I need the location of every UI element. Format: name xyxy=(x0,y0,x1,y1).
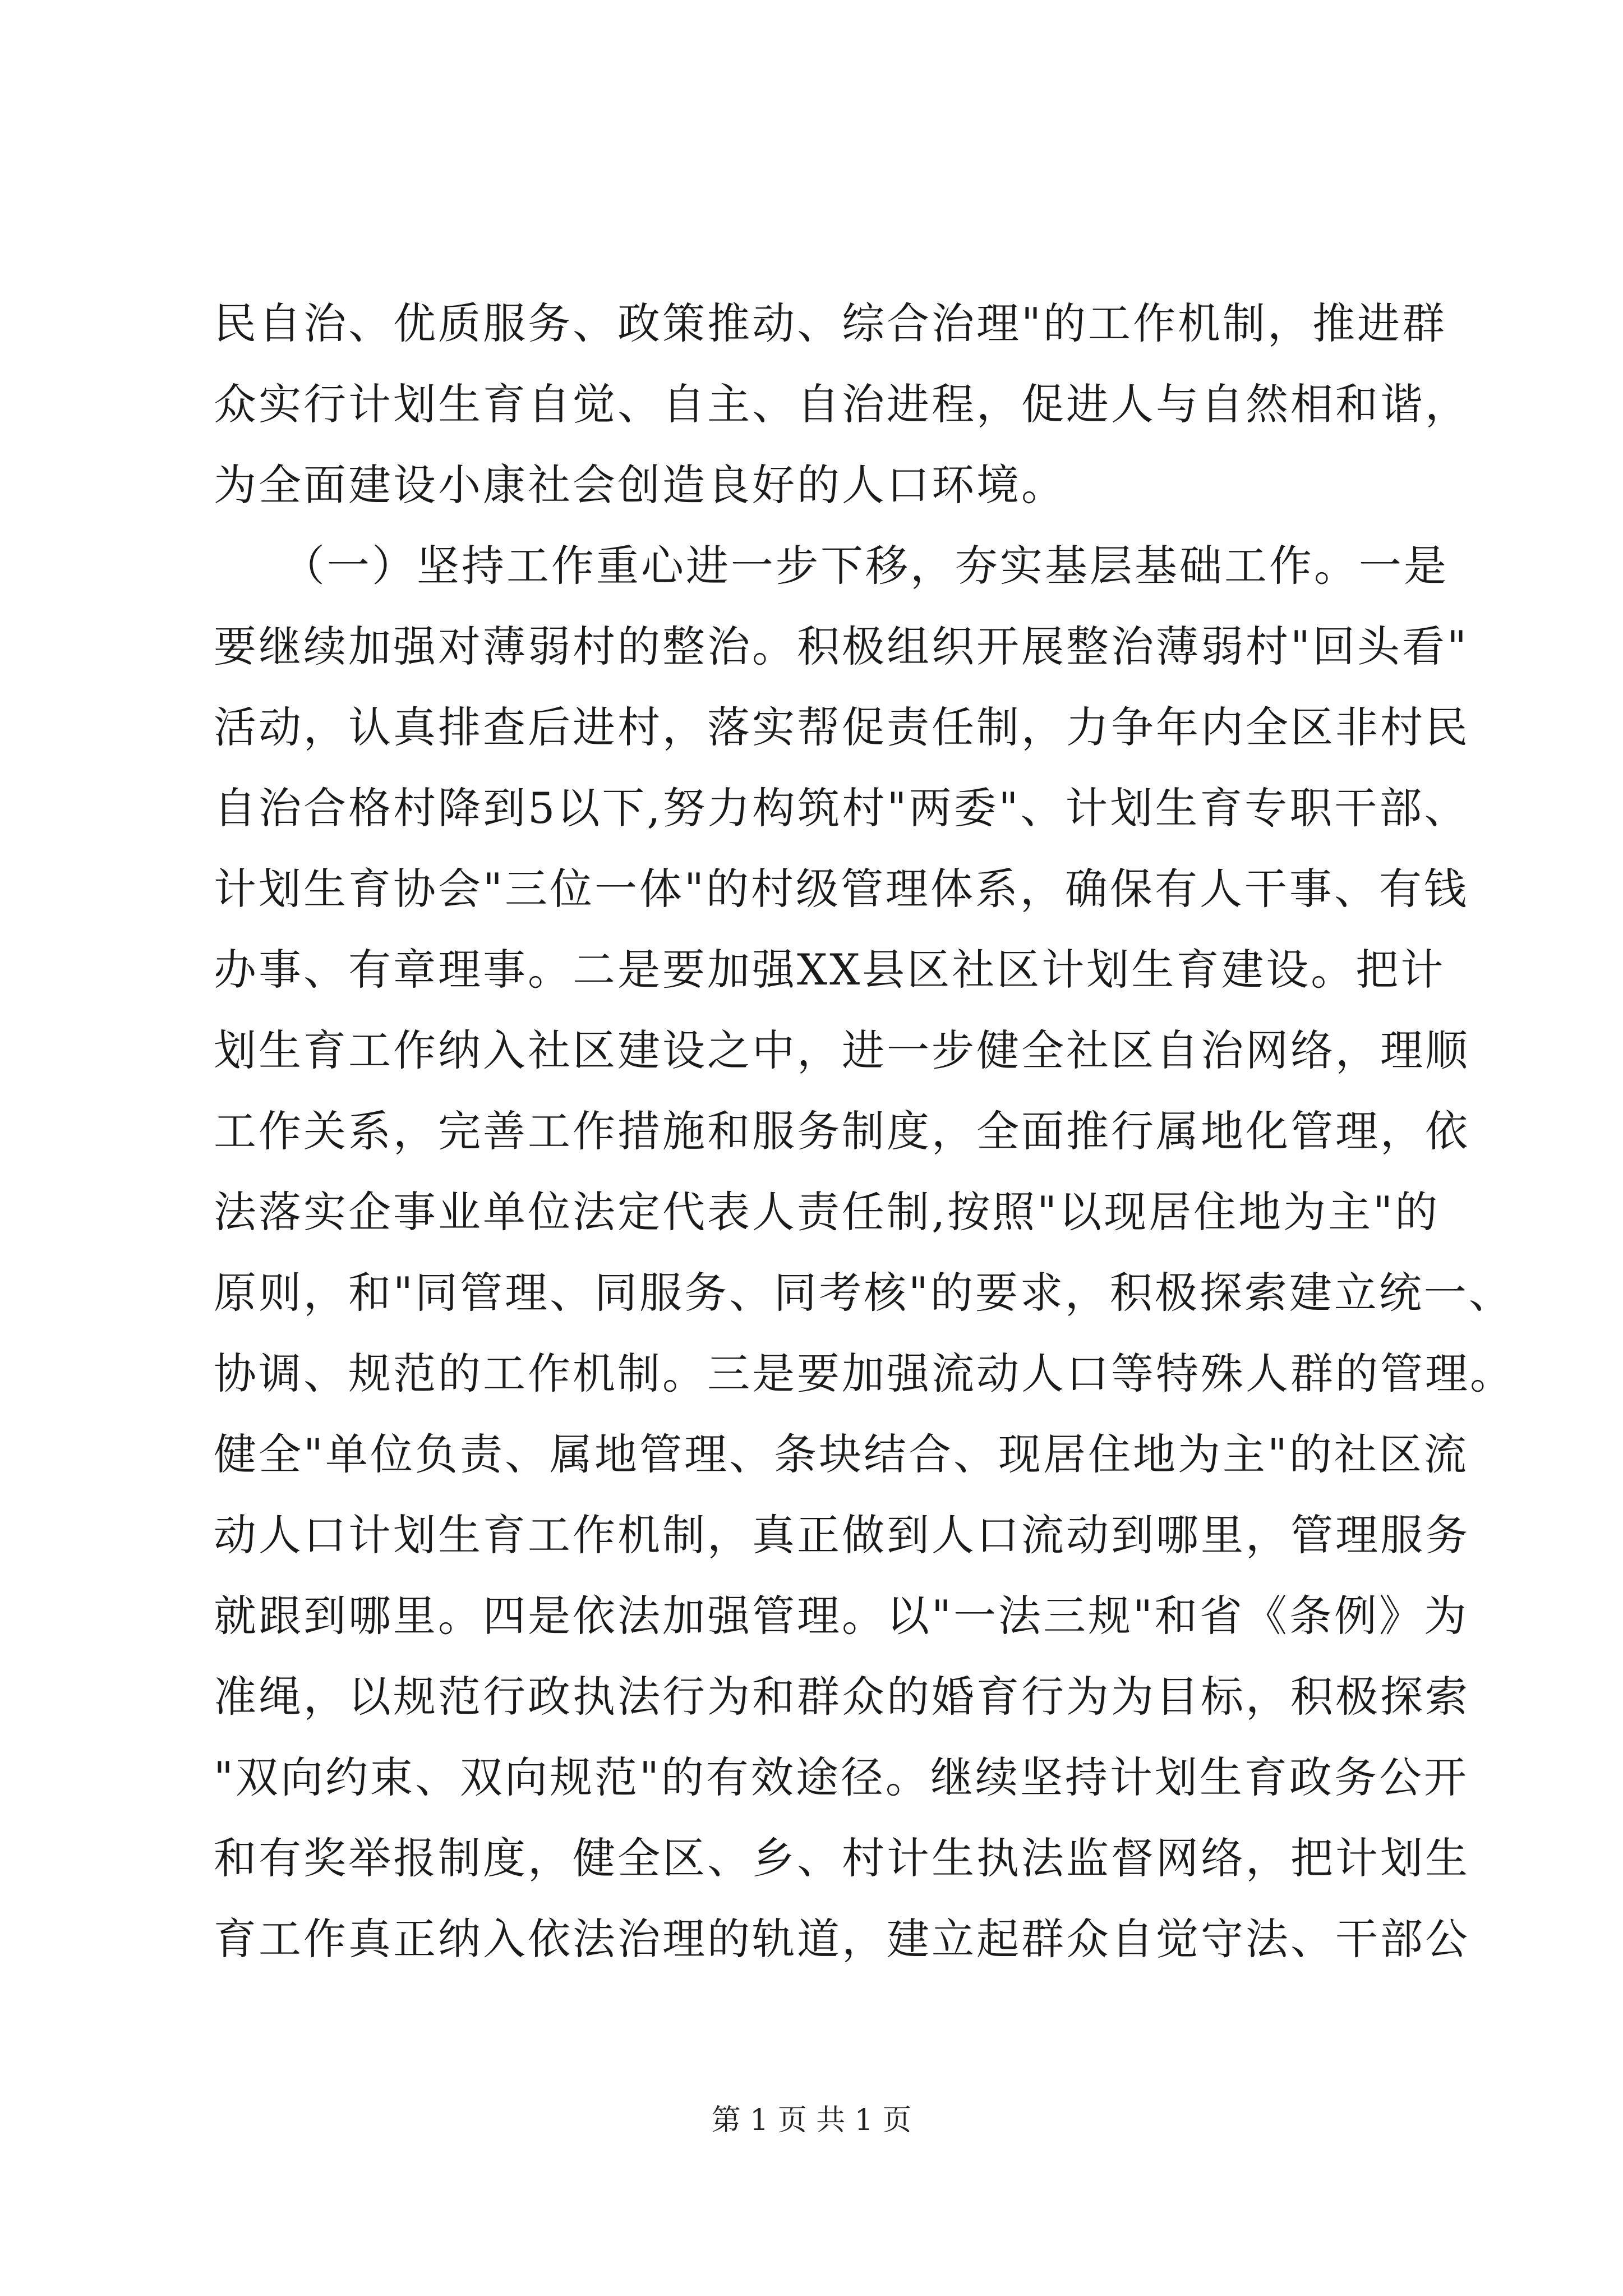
text-line: 协调、规范的工作机制。三是要加强流动人口等特殊人群的管理。 xyxy=(214,1349,1515,1398)
text-line: 工作关系，完善工作措施和服务制度，全面推行属地化管理，依 xyxy=(214,1106,1470,1156)
text-line: "双向约束、双向规范"的有效途径。继续坚持计划生育政务公开 xyxy=(214,1752,1469,1802)
text-line: （一）坚持工作重心进一步下移，夯实基层基础工作。一是 xyxy=(214,541,1449,591)
text-line: 法落实企事业单位法定代表人责任制,按照"以现居住地为主"的 xyxy=(214,1187,1440,1237)
text-line: 计划生育协会"三位一体"的村级管理体系，确保有人干事、有钱 xyxy=(214,864,1469,914)
text-line: 自治合格村降到5以下,努力构筑村"两委"、计划生育专职干部、 xyxy=(214,783,1469,833)
text-line: 动人口计划生育工作机制，真正做到人口流动到哪里，管理服务 xyxy=(214,1510,1470,1560)
text-line: 和有奖举报制度，健全区、乡、村计生执法监督网络，把计划生 xyxy=(214,1833,1470,1883)
text-line: 准绳，以规范行政执法行为和群众的婚育行为为目标，积极探索 xyxy=(214,1672,1470,1722)
text-line: 划生育工作纳入社区建设之中，进一步健全社区自治网络，理顺 xyxy=(214,1025,1470,1075)
text-line: 育工作真正纳入依法治理的轨道，建立起群众自觉守法、干部公 xyxy=(214,1914,1470,1964)
text-line: 众实行计划生育自觉、自主、自治进程，促进人与自然相和谐， xyxy=(214,379,1470,429)
page-footer xyxy=(0,2098,1623,2143)
text-line: 健全"单位负责、属地管理、条块结合、现居住地为主"的社区流 xyxy=(214,1429,1469,1479)
text-line: 要继续加强对薄弱村的整治。积极组织开展整治薄弱村"回头看" xyxy=(214,622,1469,671)
document-body xyxy=(214,283,1515,1980)
text-line: 民自治、优质服务、政策推动、综合治理"的工作机制，推进群 xyxy=(214,298,1447,348)
text-line: 原则，和"同管理、同服务、同考核"的要求，积极探索建立统一、 xyxy=(214,1268,1514,1318)
text-line: 就跟到哪里。四是依法加强管理。以"一法三规"和省《条例》为 xyxy=(214,1591,1469,1641)
text-line: 活动，认真排查后进村，落实帮促责任制，力争年内全区非村民 xyxy=(214,702,1470,752)
text-line: 为全面建设小康社会创造良好的人口环境。 xyxy=(214,460,1066,510)
text-line: 办事、有章理事。二是要加强XX县区社区计划生育建设。把计 xyxy=(214,945,1446,995)
page-number-label: 第 1 页 共 1 页 xyxy=(711,2104,912,2137)
